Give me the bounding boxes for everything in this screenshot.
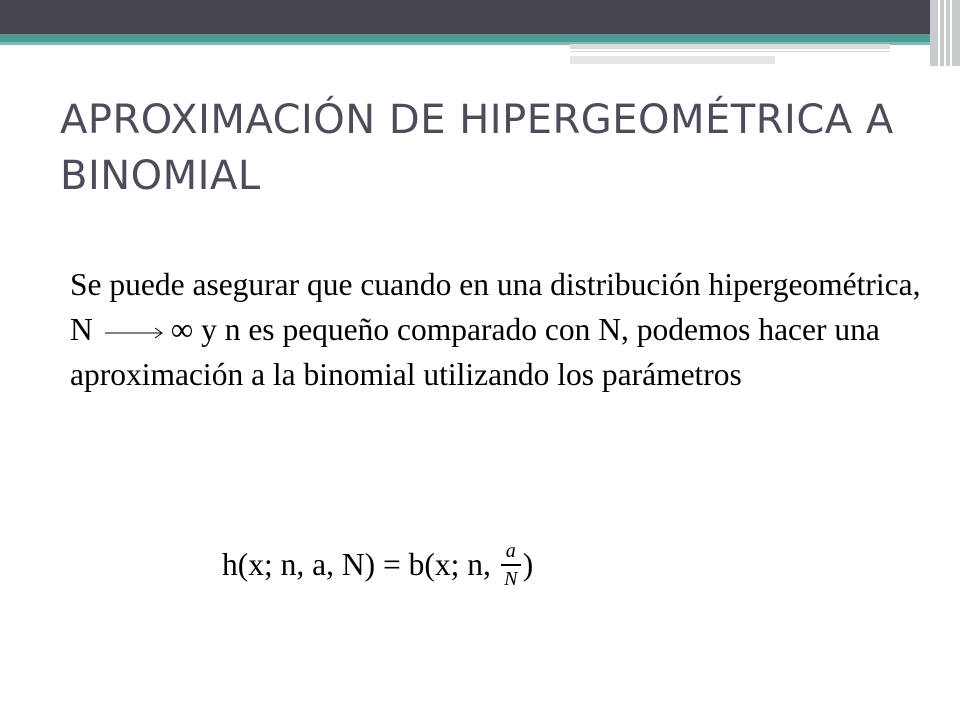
decorative-corner-line bbox=[938, 0, 940, 66]
formula-binomial-suffix: ) bbox=[522, 547, 534, 582]
decorative-corner-line bbox=[950, 0, 952, 66]
slide-title: APROXIMACIÓN DE HIPERGEOMÉTRICA A BINOMIAL bbox=[60, 97, 894, 199]
decorative-corner-block bbox=[930, 0, 960, 66]
decorative-strip-short bbox=[570, 56, 775, 64]
right-arrow-icon bbox=[105, 326, 165, 340]
formula-binomial-prefix: b(x; n, bbox=[408, 547, 499, 582]
fraction-denominator: N bbox=[504, 567, 518, 590]
fraction-numerator: a bbox=[505, 540, 516, 563]
fraction-bar bbox=[501, 564, 521, 566]
formula-equals: = bbox=[375, 547, 409, 582]
body-text-before-arrow: Se puede asegurar que cuando en una distribución hipergeométrica, N bbox=[70, 267, 921, 347]
slide-body-text bbox=[70, 262, 930, 397]
top-bar bbox=[0, 0, 960, 34]
formula-hypergeometric: h(x; n, a, N) bbox=[222, 547, 376, 582]
decorative-strip-divider bbox=[570, 49, 890, 51]
decorative-corner-line bbox=[944, 0, 946, 66]
body-text-after-arrow: ∞ y n es pequeño comparado con N, podemos hacer una aproximación a la binomial utilizando los parámetros bbox=[70, 312, 880, 392]
formula-fraction bbox=[501, 540, 521, 590]
formula bbox=[222, 530, 533, 600]
